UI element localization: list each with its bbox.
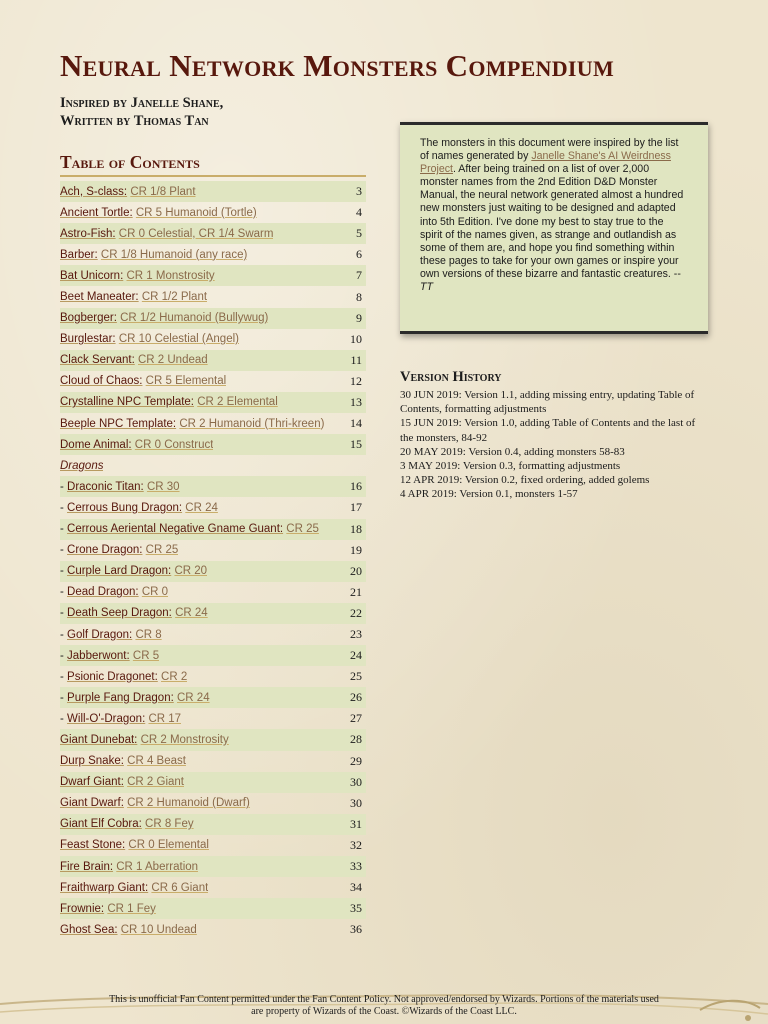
toc-entry[interactable] (60, 375, 226, 387)
intro-note-text (420, 137, 688, 294)
toc-page-number: 10 (350, 331, 362, 346)
toc-monster-cr[interactable]: CR 2 Undead (137, 354, 208, 367)
toc-row[interactable] (60, 582, 366, 603)
toc-page-number: 5 (356, 226, 362, 241)
toc-entry[interactable] (60, 629, 162, 641)
toc-entry[interactable] (60, 354, 208, 366)
toc-monster-cr[interactable]: CR 0 Celestial, CR 1/4 Swarm (118, 227, 274, 240)
toc-entry[interactable] (60, 692, 210, 704)
toc-entry[interactable] (60, 882, 208, 894)
toc-row[interactable] (60, 919, 366, 940)
toc-page-number: 6 (356, 247, 362, 262)
toc-dash: - (60, 565, 68, 578)
toc-row[interactable] (60, 793, 366, 814)
toc-monster-name[interactable]: Burglestar: (60, 333, 116, 346)
note-text-start: The monsters in this document were inspired by the list of names generated by (420, 137, 679, 163)
toc-monster-cr[interactable]: CR 5 Humanoid (Tortle) (135, 206, 257, 219)
toc-entry[interactable] (60, 776, 184, 788)
toc-monster-name[interactable]: Barber: (60, 248, 98, 261)
toc-entry[interactable] (60, 249, 247, 261)
toc-monster-cr[interactable]: CR 1/8 Plant (130, 185, 196, 198)
toc-monster-cr[interactable]: CR 5 Elemental (145, 375, 227, 388)
toc-monster-name[interactable]: Psionic Dragonet: (67, 670, 158, 683)
toc-row[interactable] (60, 814, 366, 835)
toc-entry[interactable] (60, 903, 156, 915)
note-text-end: . After being trained on a list of over 2,000 monster names from the 2nd Edition D&D Monster Manual, the neural network generated almost a hundred new monsters just waiting to be designed and adapted into 5th Edition. I've done my best to stay true to the spirit of the names given, as strange and outlandish as some of them are, and hope you find something within these pages to take for your own games or inspire your own versions of these bizarre and fantastic creatures. -- (420, 163, 684, 280)
toc-entry[interactable] (60, 544, 178, 556)
toc-page-number: 29 (350, 753, 362, 768)
toc-page-number: 35 (350, 901, 362, 916)
toc-page-number: 27 (350, 711, 362, 726)
toc-row[interactable] (60, 181, 366, 202)
toc-page-number: 8 (356, 289, 362, 304)
toc-monster-name[interactable]: Astro-Fish: (60, 227, 116, 240)
toc-page-number: 13 (350, 394, 362, 409)
byline (60, 94, 380, 130)
toc-monster-cr[interactable]: CR 2 Humanoid (Thri-kreen) (179, 417, 325, 430)
toc-page-number: 17 (350, 500, 362, 515)
toc-page-number: 12 (350, 373, 362, 388)
toc-row[interactable] (60, 392, 366, 413)
toc-monster-cr[interactable]: CR 0 (141, 586, 169, 599)
toc-entry[interactable] (60, 270, 215, 282)
toc-monster-cr[interactable]: CR 10 Undead (120, 923, 197, 936)
toc-row[interactable] (60, 455, 366, 476)
toc-row[interactable] (60, 371, 366, 392)
toc-row[interactable] (60, 729, 366, 750)
toc-entry[interactable] (60, 924, 197, 936)
toc-entry[interactable] (60, 333, 239, 345)
toc-monster-name[interactable]: Ghost Sea: (60, 923, 118, 936)
toc-dash: - (60, 670, 68, 683)
toc-row[interactable] (60, 687, 366, 708)
toc-monster-cr[interactable]: CR 1 Monstrosity (126, 269, 215, 282)
toc-page-number: 33 (350, 859, 362, 874)
toc-monster-cr[interactable]: CR 1 Fey (107, 902, 156, 915)
toc-page-number: 18 (350, 521, 362, 536)
toc-row[interactable] (60, 519, 366, 540)
toc-monster-cr[interactable]: CR 1 Aberration (116, 860, 199, 873)
toc-row[interactable] (60, 603, 366, 624)
toc-monster-cr[interactable]: CR 6 Giant (151, 881, 209, 894)
toc-monster-cr[interactable]: CR 8 (135, 628, 162, 641)
toc-monster-cr[interactable]: CR 25 (286, 523, 319, 536)
toc-monster-name[interactable]: Purple Fang Dragon: (67, 691, 174, 704)
toc-entry[interactable] (60, 207, 257, 219)
toc-dash: - (60, 691, 68, 704)
toc-entry[interactable] (60, 312, 268, 324)
toc-page-number: 22 (350, 605, 362, 620)
toc-monster-name[interactable]: Beet Maneater: (60, 291, 139, 304)
toc-entry[interactable] (60, 713, 181, 725)
toc-row[interactable] (60, 223, 366, 244)
toc-row[interactable] (60, 666, 366, 687)
toc-monster-cr[interactable]: CR 1/2 Plant (141, 291, 208, 304)
toc-entry[interactable] (60, 755, 186, 767)
version-history-item: 15 JUN 2019: Version 1.0, adding Table of Contents and the last of the monsters, 84-92 (400, 417, 696, 444)
toc-monster-name[interactable]: Draconic Titan: (67, 480, 144, 493)
toc-entry[interactable] (60, 418, 324, 430)
toc-page-number: 28 (350, 732, 362, 747)
note-signature: TT (420, 281, 433, 294)
toc-monster-cr[interactable]: CR 1/2 Humanoid (Bullywug) (120, 312, 269, 325)
toc-monster-name[interactable]: Crone Dragon: (67, 544, 143, 557)
toc-row[interactable] (60, 434, 366, 455)
toc-entry[interactable] (60, 481, 180, 493)
version-history-item: 30 JUN 2019: Version 1.1, adding missing entry, updating Table of Contents, formatting adjustments (400, 389, 695, 416)
toc-monster-cr[interactable]: CR 25 (145, 544, 179, 557)
toc-monster-name[interactable]: Dead Dragon: (67, 586, 139, 599)
toc-page-number: 11 (350, 352, 362, 367)
toc-monster-cr[interactable]: CR 8 Fey (145, 818, 194, 831)
footer-legal (40, 994, 728, 1018)
toc-dash: - (60, 586, 68, 599)
toc-dash: - (60, 649, 68, 662)
toc-monster-name[interactable]: Cerrous Bung Dragon: (67, 501, 183, 514)
toc-monster-cr[interactable]: CR 4 Beast (127, 755, 186, 768)
toc-monster-name[interactable]: Giant Dunebat: (60, 733, 138, 746)
toc-monster-name[interactable]: Crystalline NPC Template: (60, 396, 195, 409)
toc-monster-name[interactable]: Fraithwarp Giant: (60, 881, 149, 894)
toc-row[interactable] (60, 561, 366, 582)
toc-row[interactable] (60, 856, 366, 877)
toc-page-number: 25 (350, 669, 362, 684)
toc-entry[interactable] (60, 839, 209, 851)
toc-monster-name[interactable]: Curple Lard Dragon: (67, 565, 172, 578)
toc-monster-name[interactable]: Jabberwont: (67, 649, 130, 662)
toc-monster-cr[interactable]: CR 30 (146, 480, 180, 493)
toc-monster-cr[interactable]: CR 24 (175, 607, 208, 620)
toc-entry[interactable] (60, 671, 187, 683)
toc-monster-cr[interactable]: CR 2 Elemental (197, 396, 278, 409)
toc-page-number: 9 (356, 310, 362, 325)
toc-monster-cr[interactable]: CR 0 Elemental (128, 839, 209, 852)
toc-monster-name[interactable]: Feast Stone: (60, 839, 126, 852)
toc-entry[interactable] (60, 734, 229, 746)
toc-page-number: 23 (350, 627, 362, 642)
toc-entry[interactable] (60, 186, 196, 198)
toc-dash: - (60, 544, 68, 557)
toc-dash: - (60, 523, 68, 536)
toc-monster-name[interactable]: Dwarf Giant: (60, 776, 124, 789)
toc-row[interactable] (60, 772, 366, 793)
toc-entry[interactable] (60, 502, 218, 514)
toc-page-number: 30 (350, 795, 362, 810)
toc-dash: - (60, 480, 68, 493)
intro-note-box (400, 122, 708, 334)
toc-monster-name[interactable]: Dome Animal: (60, 438, 132, 451)
toc-page-number: 15 (350, 437, 362, 452)
toc-row[interactable] (60, 265, 366, 286)
toc-row[interactable] (60, 898, 366, 919)
version-history-item: 12 APR 2019: Version 0.2, fixed ordering, added golems (400, 474, 650, 487)
toc-monster-name[interactable]: Death Seep Dragon: (67, 607, 172, 620)
toc-page-number: 16 (350, 479, 362, 494)
toc-page-number: 26 (350, 690, 362, 705)
toc-entry[interactable] (60, 607, 208, 619)
toc-monster-name[interactable]: Clack Servant: (60, 354, 135, 367)
toc-entry[interactable] (60, 797, 250, 809)
toc-dash: - (60, 712, 68, 725)
toc-page-number: 3 (356, 184, 362, 199)
toc-page-number: 31 (350, 816, 362, 831)
toc-monster-name[interactable]: Giant Dwarf: (60, 797, 124, 810)
toc-monster-name[interactable]: Bat Unicorn: (60, 269, 124, 282)
byline-author: Written by Thomas Tan (60, 113, 209, 129)
toc-row[interactable] (60, 835, 366, 856)
version-history-item: 20 MAY 2019: Version 0.4, adding monsters 58-83 (400, 445, 625, 458)
version-history-item: 3 MAY 2019: Version 0.3, formatting adjustments (400, 460, 621, 473)
toc-row[interactable] (60, 708, 366, 729)
toc-monster-name[interactable]: Cerrous Aeriental Negative Gname Guant: (67, 523, 284, 536)
toc-monster-name[interactable]: Frownie: (60, 902, 105, 915)
toc-row[interactable] (60, 476, 366, 497)
toc-monster-name[interactable]: Ancient Tortle: (60, 206, 133, 219)
toc-monster-name[interactable]: Beeple NPC Template: (60, 417, 177, 430)
toc-monster-name[interactable]: Ach, S-class: (60, 185, 128, 198)
toc-monster-cr[interactable]: CR 0 Construct (134, 438, 214, 451)
toc-entry[interactable] (60, 460, 103, 472)
toc-monster-name[interactable]: Will-O'-Dragon: (67, 712, 146, 725)
version-history-heading: Version History (400, 369, 502, 385)
toc-row[interactable] (60, 645, 366, 666)
ai-weirdness-link[interactable]: Janelle Shane's AI Weirdness Project (420, 150, 671, 176)
toc-row[interactable] (60, 877, 366, 898)
toc-row[interactable] (60, 286, 366, 307)
toc-monster-name[interactable]: Golf Dragon: (67, 628, 133, 641)
version-history-item: 4 APR 2019: Version 0.1, monsters 1-57 (400, 488, 578, 501)
toc-entry[interactable] (60, 861, 198, 873)
toc-monster-cr[interactable]: CR 17 (148, 712, 182, 725)
toc-dash: - (60, 501, 68, 514)
toc-row[interactable] (60, 329, 366, 350)
toc-row[interactable] (60, 350, 366, 371)
toc-entry[interactable] (60, 586, 168, 598)
toc-page-number: 4 (356, 205, 362, 220)
toc-page-number: 32 (350, 837, 362, 852)
byline-inspired: Inspired by Janelle Shane, (60, 95, 224, 111)
toc-row[interactable] (60, 244, 366, 265)
toc-monster-name[interactable]: Fire Brain: (60, 860, 114, 873)
toc-page-number: 19 (350, 542, 362, 557)
toc-row[interactable] (60, 751, 366, 772)
toc-monster-cr[interactable]: CR 2 Giant (127, 776, 185, 789)
toc-entry[interactable] (60, 396, 278, 408)
toc-dash: - (60, 607, 68, 620)
toc-page-number: 21 (350, 584, 362, 599)
toc-page-number: 30 (350, 774, 362, 789)
toc-monster-cr[interactable]: CR 10 Celestial (Angel) (118, 333, 239, 346)
toc-monster-cr[interactable]: CR 20 (174, 565, 208, 578)
toc-row[interactable] (60, 308, 366, 329)
toc-entry[interactable] (60, 523, 319, 535)
toc-monster-name[interactable]: Durp Snake: (60, 755, 124, 768)
toc-row[interactable] (60, 497, 366, 518)
toc-monster-cr[interactable]: CR 24 (177, 691, 210, 704)
toc-row[interactable] (60, 624, 366, 645)
toc-monster-cr[interactable]: CR 2 Monstrosity (140, 733, 229, 746)
toc-monster-cr[interactable]: CR 5 (132, 649, 160, 662)
toc-page-number: 36 (350, 922, 362, 937)
toc-dash: - (60, 628, 68, 641)
toc-entry[interactable] (60, 818, 194, 830)
toc-page-number: 20 (350, 563, 362, 578)
toc-section-label[interactable]: Dragons (60, 459, 104, 472)
table-of-contents (60, 181, 366, 940)
toc-monster-name[interactable]: Giant Elf Cobra: (60, 818, 142, 831)
toc-entry[interactable] (60, 650, 159, 662)
toc-monster-cr[interactable]: CR 2 (161, 670, 188, 683)
toc-monster-name[interactable]: Bogberger: (60, 312, 117, 325)
toc-monster-cr[interactable]: CR 24 (185, 501, 218, 514)
toc-row[interactable] (60, 413, 366, 434)
toc-entry[interactable] (60, 291, 207, 303)
toc-entry[interactable] (60, 228, 273, 240)
document-title: Neural Network Monsters Compendium (60, 48, 615, 83)
toc-entry[interactable] (60, 565, 207, 577)
toc-row[interactable] (60, 202, 366, 223)
toc-page-number: 24 (350, 648, 362, 663)
toc-monster-cr[interactable]: CR 1/8 Humanoid (any race) (100, 248, 248, 261)
toc-entry[interactable] (60, 439, 213, 451)
toc-page-number: 14 (350, 416, 362, 431)
footer-line-1: This is unofficial Fan Content permitted under the Fan Content Policy. Not approved/endorsed by Wizards. Portions of the materials used (109, 994, 659, 1005)
footer-line-2: are property of Wizards of the Coast. ©Wizards of the Coast LLC. (251, 1006, 517, 1017)
toc-monster-cr[interactable]: CR 2 Humanoid (Dwarf) (127, 797, 250, 810)
version-history-list (400, 388, 710, 502)
toc-page-number: 34 (350, 880, 362, 895)
toc-page-number: 7 (356, 268, 362, 283)
toc-heading: Table of Contents (60, 152, 366, 177)
toc-row[interactable] (60, 540, 366, 561)
toc-monster-name[interactable]: Cloud of Chaos: (60, 375, 143, 388)
